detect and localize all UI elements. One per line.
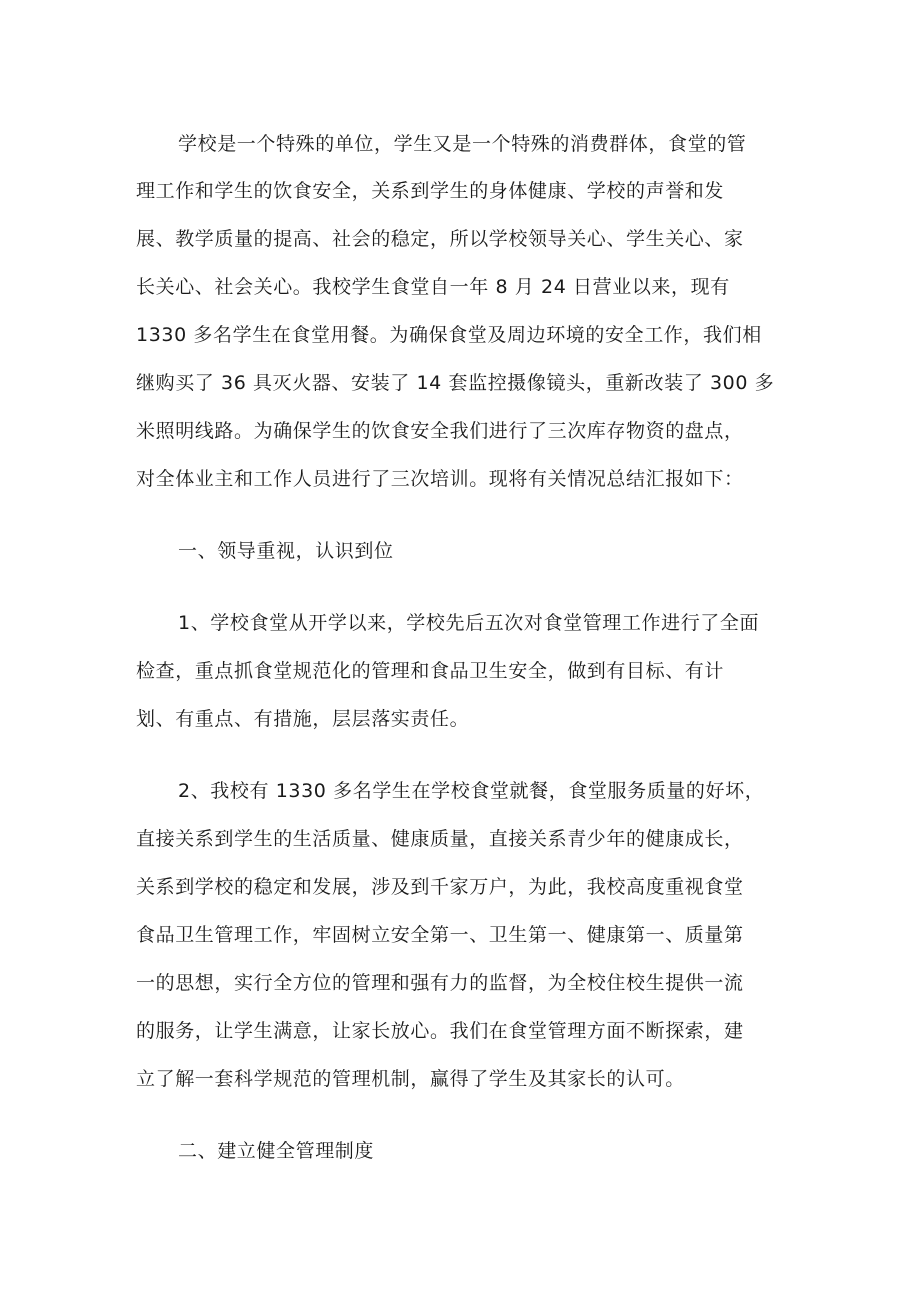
intro-line: 1330 多名学生在食堂用餐。为确保食堂及周边环境的安全工作，我们相 xyxy=(136,324,762,346)
item-1-line: 划、有重点、有措施，层层落实责任。 xyxy=(136,708,470,730)
item-2-line: 一的思想，实行全方位的管理和强有力的监督，为全校住校生提供一流 xyxy=(136,972,744,994)
item-2-line: 立了解一套科学规范的管理机制，赢得了学生及其家长的认可。 xyxy=(136,1068,685,1090)
item-2-line: 关系到学校的稳定和发展，涉及到千家万户，为此，我校高度重视食堂 xyxy=(136,876,744,898)
item-2-line: 直接关系到学生的生活质量、健康质量，直接关系青少年的健康成长， xyxy=(136,828,744,850)
intro-line: 对全体业主和工作人员进行了三次培训。现将有关情况总结汇报如下： xyxy=(136,468,744,490)
item-2-line: 的服务，让学生满意，让家长放心。我们在食堂管理方面不断探索，建 xyxy=(136,1020,744,1042)
section-heading-1: 一、领导重视，认识到位 xyxy=(178,540,394,562)
item-2-line: 2、我校有 1330 多名学生在学校食堂就餐，食堂服务质量的好坏， xyxy=(178,780,765,802)
section-heading-2: 二、建立健全管理制度 xyxy=(178,1140,375,1162)
intro-line: 长关心、社会关心。我校学生食堂自一年 8 月 24 日营业以来，现有 xyxy=(136,276,730,298)
item-1-line: 检查，重点抓食堂规范化的管理和食品卫生安全，做到有目标、有计 xyxy=(136,660,725,682)
intro-line: 学校是一个特殊的单位，学生又是一个特殊的消费群体，食堂的管 xyxy=(178,133,747,155)
item-1-line: 1、学校食堂从开学以来，学校先后五次对食堂管理工作进行了全面 xyxy=(178,612,760,634)
intro-line: 米照明线路。为确保学生的饮食安全我们进行了三次库存物资的盘点， xyxy=(136,420,744,442)
item-2-line: 食品卫生管理工作，牢固树立安全第一、卫生第一、健康第一、质量第 xyxy=(136,924,744,946)
intro-line: 理工作和学生的饮食安全，关系到学生的身体健康、学校的声誉和发 xyxy=(136,180,725,202)
intro-line: 展、教学质量的提高、社会的稳定，所以学校领导关心、学生关心、家 xyxy=(136,228,744,250)
intro-line: 继购买了 36 具灭火器、安装了 14 套监控摄像镜头，重新改装了 300 多 xyxy=(136,372,775,394)
